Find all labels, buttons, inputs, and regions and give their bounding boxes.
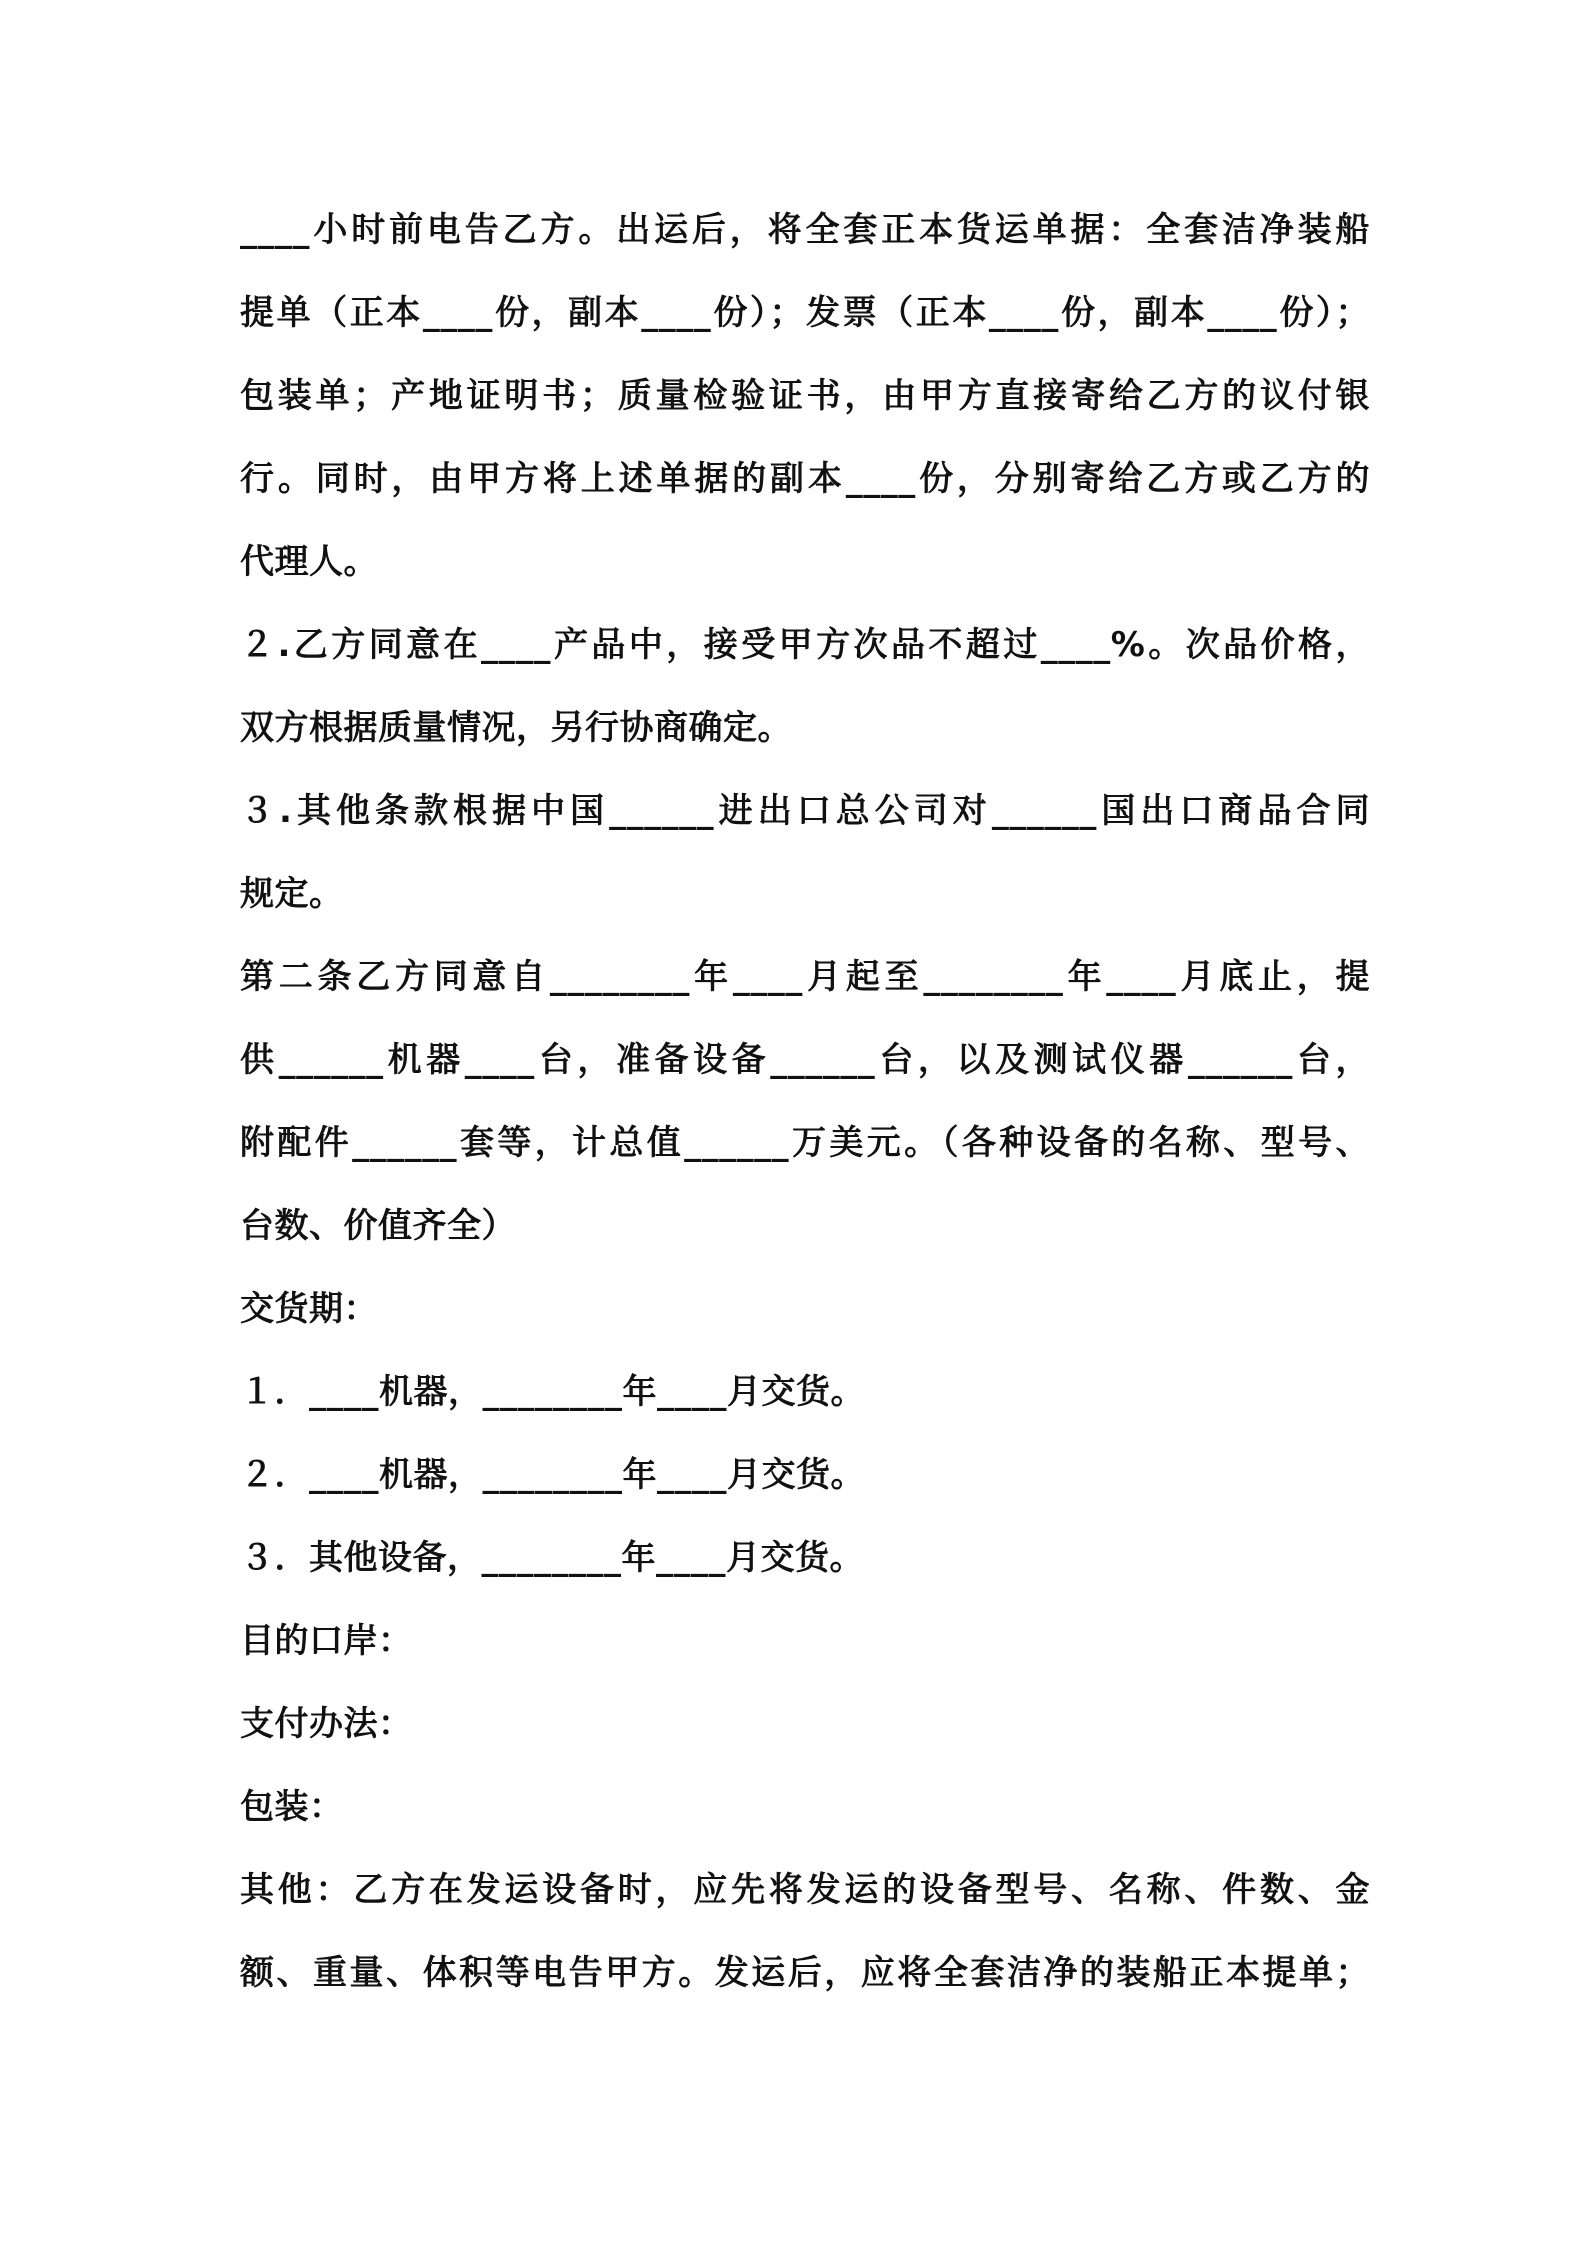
paragraph-line: 附配件______套等，计总值______万美元。（各种设备的名称、型号、	[240, 1123, 1370, 1163]
clause-3-line: ３.其他条款根据中国______进出口总公司对______国出口商品合同	[240, 791, 1370, 831]
delivery-item: ３．其他设备，________年____月交货。	[240, 1538, 864, 1578]
paragraph-line: 提单（正本____份，副本____份）；发票（正本____份，副本____份）；	[240, 293, 1370, 333]
paragraph-line: 代理人。	[240, 542, 378, 582]
other-terms-line: 额、重量、体积等电告甲方。发运后，应将全套洁净的装船正本提单；	[240, 1953, 1370, 1993]
destination-port-label: 目的口岸：	[240, 1621, 413, 1661]
payment-method-label: 支付办法：	[240, 1704, 413, 1744]
paragraph-line: 规定。	[240, 874, 344, 914]
paragraph-line: 双方根据质量情况，另行协商确定。	[240, 708, 792, 748]
contract-body	[240, 200, 1370, 2026]
other-terms-line: 其他：乙方在发运设备时，应先将发运的设备型号、名称、件数、金	[240, 1870, 1370, 1910]
paragraph-line: 台数、价值齐全）	[240, 1206, 516, 1246]
paragraph-line: 供______机器____台，准备设备______台，以及测试仪器______台，	[240, 1040, 1370, 1080]
delivery-item: ２．____机器，________年____月交货。	[240, 1455, 865, 1495]
packaging-label: 包装：	[240, 1787, 344, 1827]
paragraph-line: ____小时前电告乙方。出运后，将全套正本货运单据：全套洁净装船	[240, 210, 1370, 250]
paragraph-line: 行。同时，由甲方将上述单据的副本____份，分别寄给乙方或乙方的	[240, 459, 1370, 499]
clause-2-line: ２.乙方同意在____产品中，接受甲方次品不超过____%。次品价格，	[240, 625, 1370, 665]
article-2-line: 第二条乙方同意自________年____月起至________年____月底止，提	[240, 957, 1370, 997]
delivery-heading: 交货期：	[240, 1289, 378, 1329]
paragraph-line: 包装单；产地证明书；质量检验证书，由甲方直接寄给乙方的议付银	[240, 376, 1370, 416]
delivery-item: １．____机器，________年____月交货。	[240, 1372, 865, 1412]
